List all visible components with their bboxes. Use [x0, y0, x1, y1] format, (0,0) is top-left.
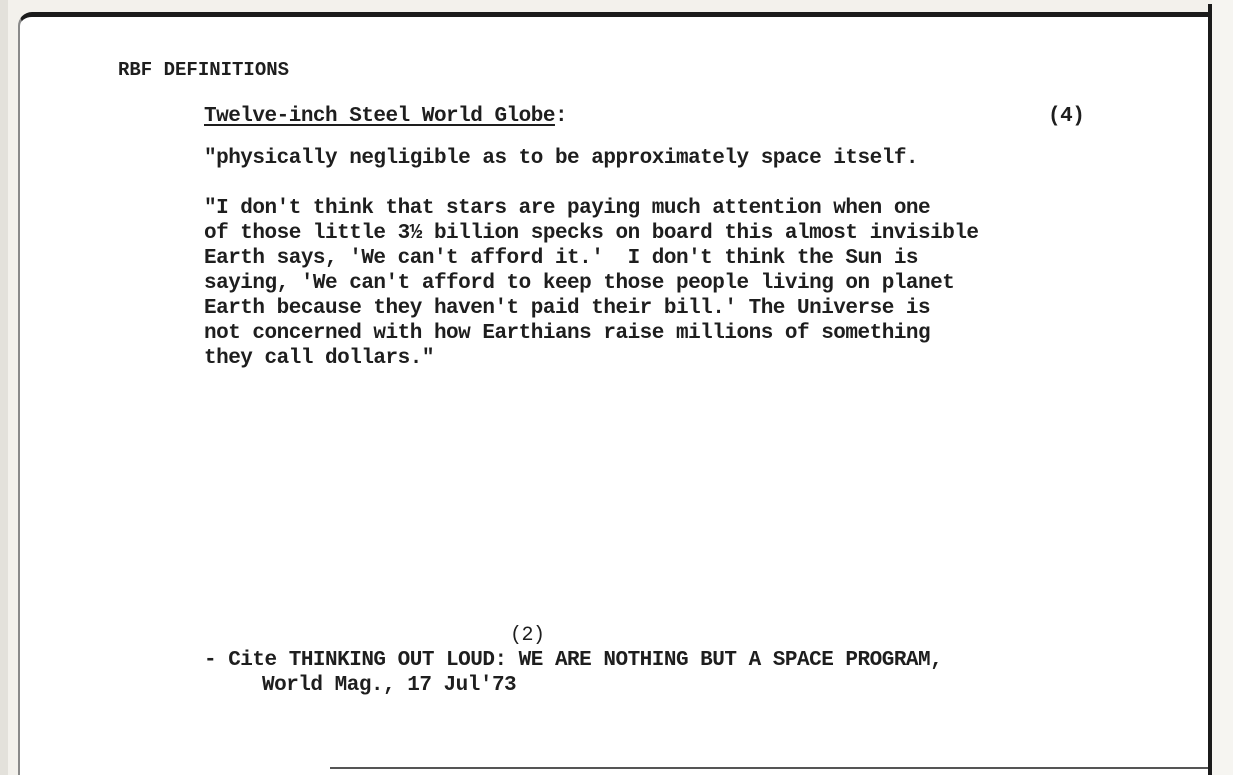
quote-first: "physically negligible as to be approximately space itself. [204, 147, 919, 170]
section-header: RBF DEFINITIONS [118, 59, 290, 81]
page-right-margin [1212, 0, 1233, 775]
citation-line-2: World Mag., 17 Jul'73 [262, 674, 517, 697]
entry-title-colon: : [554, 105, 568, 128]
quote-second-line: Earth because they haven't paid their bill.' The Universe is [204, 297, 931, 320]
quote-second-line: saying, 'We can't afford to keep those people living on planet [204, 272, 955, 295]
footnote-mark: (2) [510, 624, 545, 647]
entry-title [204, 104, 567, 129]
page-edge-shadow [0, 0, 8, 775]
quote-second-line: Earth says, 'We can't afford it.' I don't think the Sun is [204, 247, 919, 270]
entry-title-text: Twelve-inch Steel World Globe [204, 105, 555, 128]
entry-number: (4) [1048, 105, 1085, 128]
quote-second-line: "I don't think that stars are paying much attention when one [204, 197, 931, 220]
quote-second-line: they call dollars." [204, 347, 434, 370]
citation-line-1: - Cite THINKING OUT LOUD: WE ARE NOTHING BUT A SPACE PROGRAM, [204, 649, 943, 672]
card-bottom-border [330, 767, 1208, 769]
quote-second-line: of those little 3½ billion specks on board this almost invisible [204, 222, 979, 245]
quote-second-line: not concerned with how Earthians raise millions of something [204, 322, 931, 345]
